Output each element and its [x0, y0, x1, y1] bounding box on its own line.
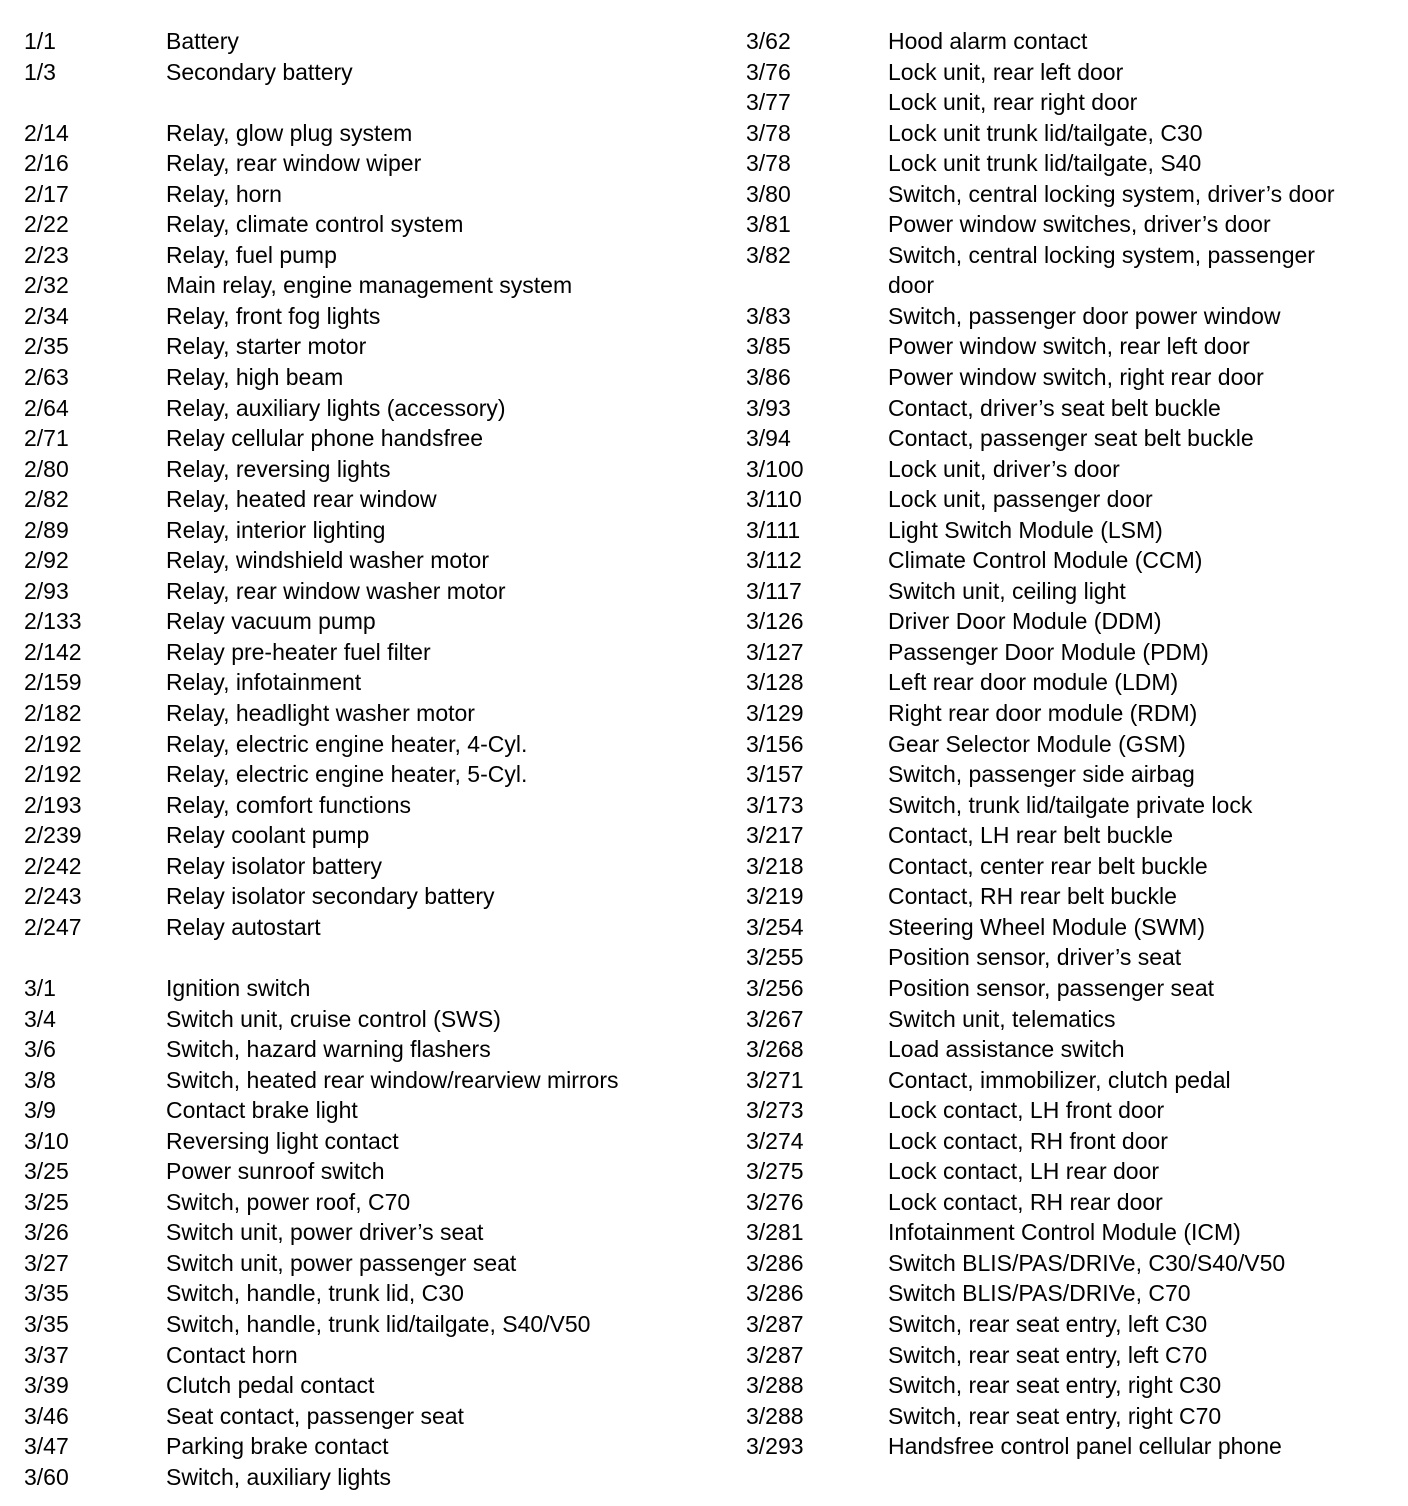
component-row — [746, 942, 1386, 973]
component-code: 3/126 — [746, 608, 804, 635]
component-code: 2/247 — [24, 913, 82, 940]
component-description: Gear Selector Module (GSM) — [888, 730, 1186, 757]
component-code: 3/288 — [746, 1372, 804, 1399]
component-description: Relay, rear window washer motor — [166, 577, 506, 604]
component-description: Contact, LH rear belt buckle — [888, 822, 1174, 849]
component-code: 3/94 — [746, 425, 791, 452]
component-description: Relay, fuel pump — [166, 241, 337, 268]
component-row — [24, 209, 724, 240]
component-row — [24, 301, 724, 332]
component-row — [24, 1065, 724, 1096]
component-description: Relay, electric engine heater, 4-Cyl. — [166, 730, 528, 757]
component-description: Seat contact, passenger seat — [166, 1402, 464, 1429]
component-row — [24, 545, 724, 576]
component-code: 3/93 — [746, 394, 791, 421]
component-description: Relay, rear window wiper — [166, 150, 422, 177]
component-row — [746, 26, 1386, 57]
component-row — [24, 1004, 724, 1035]
component-description: Relay, comfort functions — [166, 791, 412, 818]
component-description: Relay, front fog lights — [166, 302, 381, 329]
component-code: 2/242 — [24, 852, 82, 879]
component-row — [24, 1401, 724, 1432]
component-code: 2/142 — [24, 638, 82, 665]
component-description: Switch, rear seat entry, right C30 — [888, 1372, 1222, 1399]
component-description: Lock contact, LH rear door — [888, 1158, 1160, 1185]
component-code: 2/23 — [24, 241, 69, 268]
component-code: 2/63 — [24, 364, 69, 391]
component-row — [746, 331, 1386, 362]
component-description: Switch BLIS/PAS/DRIVe, C30/S40/V50 — [888, 1249, 1286, 1276]
component-code: 3/271 — [746, 1066, 804, 1093]
component-row — [24, 240, 724, 271]
component-row — [746, 240, 1386, 271]
component-description: Relay, glow plug system — [166, 119, 413, 146]
component-row — [746, 1187, 1386, 1218]
component-description: door — [888, 272, 935, 299]
component-code: 3/281 — [746, 1219, 804, 1246]
component-row — [24, 1370, 724, 1401]
component-row — [24, 851, 724, 882]
component-code: 2/35 — [24, 333, 69, 360]
component-code: 3/37 — [24, 1341, 69, 1368]
component-description: Lock unit trunk lid/tailgate, S40 — [888, 150, 1202, 177]
component-description: Hood alarm contact — [888, 28, 1088, 54]
component-row — [24, 1340, 724, 1371]
component-code: 3/256 — [746, 974, 804, 1001]
component-code: 2/64 — [24, 394, 69, 421]
component-row — [746, 118, 1386, 149]
component-code: 3/156 — [746, 730, 804, 757]
component-row — [24, 26, 724, 57]
component-code: 3/1 — [24, 974, 56, 1001]
component-description: Relay autostart — [166, 913, 321, 940]
component-description: Relay, heated rear window — [166, 486, 437, 513]
component-row — [746, 179, 1386, 210]
left-column — [24, 26, 724, 1492]
component-row — [24, 331, 724, 362]
component-row — [746, 881, 1386, 912]
component-row — [746, 1126, 1386, 1157]
component-row — [24, 637, 724, 668]
component-row — [746, 1248, 1386, 1279]
component-row — [746, 606, 1386, 637]
component-description: Position sensor, driver’s seat — [888, 944, 1182, 971]
component-description: Relay, reversing lights — [166, 455, 391, 482]
component-code: 2/22 — [24, 211, 69, 238]
component-description: Switch, rear seat entry, left C70 — [888, 1341, 1208, 1368]
component-row — [24, 454, 724, 485]
component-description: Main relay, engine management system — [166, 272, 573, 299]
component-description: Switch, hazard warning flashers — [166, 1036, 491, 1063]
component-row — [24, 667, 724, 698]
component-row — [746, 790, 1386, 821]
component-row — [746, 1401, 1386, 1432]
component-code: 3/268 — [746, 1036, 804, 1063]
component-description: Ignition switch — [166, 974, 311, 1001]
component-code: 2/92 — [24, 547, 69, 574]
component-row — [746, 1309, 1386, 1340]
component-row — [24, 912, 724, 943]
component-code: 3/173 — [746, 791, 804, 818]
component-row — [24, 362, 724, 393]
component-description: Passenger Door Module (PDM) — [888, 638, 1209, 665]
component-description: Right rear door module (RDM) — [888, 700, 1198, 727]
component-code: 2/16 — [24, 150, 69, 177]
component-code: 3/60 — [24, 1463, 69, 1490]
component-description: Lock unit, passenger door — [888, 486, 1153, 513]
component-description: Relay cellular phone handsfree — [166, 425, 484, 452]
component-description: Switch, heated rear window/rearview mirrors — [166, 1066, 619, 1093]
component-description: Contact, RH rear belt buckle — [888, 883, 1177, 910]
component-row — [746, 820, 1386, 851]
component-description: Power window switch, right rear door — [888, 364, 1264, 391]
component-code: 2/80 — [24, 455, 69, 482]
component-row — [24, 820, 724, 851]
component-row — [24, 118, 724, 149]
component-row — [746, 637, 1386, 668]
component-row — [746, 57, 1386, 88]
component-row — [746, 1217, 1386, 1248]
component-description: Lock unit, rear left door — [888, 58, 1124, 85]
component-description: Relay, interior lighting — [166, 516, 386, 543]
component-code: 3/286 — [746, 1280, 804, 1307]
component-code — [24, 87, 166, 118]
component-code: 3/78 — [746, 150, 791, 177]
component-code: 3/80 — [746, 180, 791, 207]
component-code: 3/62 — [746, 28, 791, 54]
component-description: Switch, central locking system, driver’s door — [888, 180, 1335, 207]
component-code: 3/46 — [24, 1402, 69, 1429]
component-description: Switch, passenger side airbag — [888, 761, 1195, 788]
component-description: Load assistance switch — [888, 1036, 1125, 1063]
component-code: 2/243 — [24, 883, 82, 910]
component-row — [746, 1065, 1386, 1096]
component-description: Switch, trunk lid/tailgate private lock — [888, 791, 1253, 818]
component-row — [24, 1126, 724, 1157]
component-row — [24, 1309, 724, 1340]
component-description: Relay isolator secondary battery — [166, 883, 495, 910]
component-description: Switch, central locking system, passenger — [888, 241, 1315, 268]
component-row — [746, 484, 1386, 515]
component-code: 3/157 — [746, 761, 804, 788]
component-code: 3/287 — [746, 1341, 804, 1368]
component-description: Contact brake light — [166, 1097, 358, 1124]
component-row — [746, 1278, 1386, 1309]
component-row — [746, 1095, 1386, 1126]
component-row — [24, 179, 724, 210]
component-row — [24, 790, 724, 821]
component-code — [746, 270, 888, 301]
component-code: 2/89 — [24, 516, 69, 543]
component-code: 3/77 — [746, 89, 791, 116]
component-code: 3/112 — [746, 547, 802, 574]
component-row — [24, 515, 724, 546]
component-row — [746, 1156, 1386, 1187]
component-description: Driver Door Module (DDM) — [888, 608, 1162, 635]
component-description: Lock unit, rear right door — [888, 89, 1138, 116]
component-description: Lock contact, RH front door — [888, 1127, 1168, 1154]
component-description: Lock contact, LH front door — [888, 1097, 1165, 1124]
component-row — [746, 912, 1386, 943]
component-row — [746, 759, 1386, 790]
component-row — [746, 667, 1386, 698]
component-row — [746, 698, 1386, 729]
component-code: 3/274 — [746, 1127, 804, 1154]
component-row — [24, 148, 724, 179]
component-description: Switch, handle, trunk lid, C30 — [166, 1280, 464, 1307]
component-code — [24, 942, 166, 973]
component-code: 3/254 — [746, 913, 804, 940]
component-description: Left rear door module (LDM) — [888, 669, 1179, 696]
component-code: 2/159 — [24, 669, 82, 696]
component-description: Relay pre-heater fuel filter — [166, 638, 431, 665]
component-code: 3/78 — [746, 119, 791, 146]
component-row — [746, 454, 1386, 485]
component-row — [24, 606, 724, 637]
component-code: 3/217 — [746, 822, 804, 849]
component-description: Lock contact, RH rear door — [888, 1188, 1163, 1215]
component-code: 3/83 — [746, 302, 791, 329]
component-row — [24, 423, 724, 454]
component-description: Switch, rear seat entry, right C70 — [888, 1402, 1222, 1429]
component-row — [746, 362, 1386, 393]
component-row — [746, 729, 1386, 760]
component-code: 2/182 — [24, 700, 82, 727]
component-code: 3/288 — [746, 1402, 804, 1429]
component-row — [24, 57, 724, 88]
component-row — [24, 881, 724, 912]
component-description: Handsfree control panel cellular phone — [888, 1433, 1282, 1460]
component-row — [24, 87, 724, 118]
component-row — [746, 1370, 1386, 1401]
component-code: 3/276 — [746, 1188, 804, 1215]
component-row — [24, 1248, 724, 1279]
component-description: Contact, center rear belt buckle — [888, 852, 1208, 879]
component-description: Power sunroof switch — [166, 1158, 385, 1185]
component-code: 3/129 — [746, 700, 804, 727]
component-row — [746, 1340, 1386, 1371]
component-row — [746, 1431, 1386, 1462]
component-description: Lock unit, driver’s door — [888, 455, 1120, 482]
component-code: 2/14 — [24, 119, 69, 146]
component-description: Relay, auxiliary lights (accessory) — [166, 394, 506, 421]
component-description: Switch unit, cruise control (SWS) — [166, 1005, 501, 1032]
component-description: Power window switches, driver’s door — [888, 211, 1271, 238]
component-description: Relay, windshield washer motor — [166, 547, 489, 574]
component-description: Relay, headlight washer motor — [166, 700, 475, 727]
component-code: 3/100 — [746, 455, 804, 482]
component-description: Contact, immobilizer, clutch pedal — [888, 1066, 1231, 1093]
component-description: Reversing light contact — [166, 1127, 399, 1154]
component-code: 3/286 — [746, 1249, 804, 1276]
component-row — [24, 393, 724, 424]
component-row — [746, 148, 1386, 179]
component-code: 3/86 — [746, 364, 791, 391]
component-code: 3/39 — [24, 1372, 69, 1399]
component-description: Lock unit trunk lid/tailgate, C30 — [888, 119, 1203, 146]
component-description: Steering Wheel Module (SWM) — [888, 913, 1205, 940]
component-row — [746, 270, 1386, 301]
component-row — [746, 545, 1386, 576]
component-row — [746, 515, 1386, 546]
component-code: 3/81 — [746, 211, 791, 238]
component-code: 2/192 — [24, 730, 82, 757]
component-row — [24, 1217, 724, 1248]
component-code: 3/293 — [746, 1433, 804, 1460]
component-description: Relay coolant pump — [166, 822, 370, 849]
component-description: Relay vacuum pump — [166, 608, 376, 635]
component-code: 3/110 — [746, 486, 802, 513]
component-code: 3/255 — [746, 944, 804, 971]
component-code: 3/25 — [24, 1158, 69, 1185]
component-code: 2/82 — [24, 486, 69, 513]
component-description: Relay isolator battery — [166, 852, 383, 879]
component-description: Switch, auxiliary lights — [166, 1463, 391, 1490]
component-code: 1/3 — [24, 58, 56, 85]
right-column — [746, 26, 1386, 1462]
component-description: Parking brake contact — [166, 1433, 389, 1460]
component-code: 3/273 — [746, 1097, 804, 1124]
component-description: Relay, high beam — [166, 364, 344, 391]
component-description: Switch BLIS/PAS/DRIVe, C70 — [888, 1280, 1191, 1307]
component-row — [24, 1462, 724, 1493]
component-code: 3/8 — [24, 1066, 56, 1093]
component-code: 2/17 — [24, 180, 69, 207]
component-description: Switch, power roof, C70 — [166, 1188, 411, 1215]
component-code: 3/267 — [746, 1005, 804, 1032]
component-row — [24, 1095, 724, 1126]
component-description: Light Switch Module (LSM) — [888, 516, 1163, 543]
component-code: 3/117 — [746, 577, 802, 604]
component-code: 2/34 — [24, 302, 69, 329]
component-description: Contact, passenger seat belt buckle — [888, 425, 1254, 452]
component-row — [746, 1034, 1386, 1065]
component-code: 3/128 — [746, 669, 804, 696]
component-code: 3/27 — [24, 1249, 69, 1276]
component-row — [746, 1004, 1386, 1035]
component-row — [746, 576, 1386, 607]
component-description: Clutch pedal contact — [166, 1372, 375, 1399]
component-description: Switch, rear seat entry, left C30 — [888, 1310, 1208, 1337]
component-code: 3/4 — [24, 1005, 56, 1032]
component-description: Relay, starter motor — [166, 333, 367, 360]
component-description — [166, 87, 724, 118]
component-description: Power window switch, rear left door — [888, 333, 1250, 360]
component-code: 3/76 — [746, 58, 791, 85]
component-code: 3/35 — [24, 1280, 69, 1307]
component-row — [24, 1431, 724, 1462]
component-code: 2/32 — [24, 272, 69, 299]
component-code: 3/275 — [746, 1158, 804, 1185]
component-code: 3/10 — [24, 1127, 69, 1154]
component-code: 2/133 — [24, 608, 82, 635]
component-row — [24, 973, 724, 1004]
component-code: 1/1 — [24, 28, 56, 54]
component-code: 3/287 — [746, 1310, 804, 1337]
component-row — [24, 576, 724, 607]
component-code: 2/93 — [24, 577, 69, 604]
component-row — [24, 942, 724, 973]
component-row — [746, 87, 1386, 118]
component-code: 3/47 — [24, 1433, 69, 1460]
component-row — [24, 1278, 724, 1309]
component-code: 3/218 — [746, 852, 804, 879]
component-description: Switch unit, ceiling light — [888, 577, 1126, 604]
component-description: Contact horn — [166, 1341, 298, 1368]
component-code: 2/193 — [24, 791, 82, 818]
component-code: 3/9 — [24, 1097, 56, 1124]
component-description — [166, 942, 724, 973]
component-code: 3/127 — [746, 638, 804, 665]
component-row — [746, 851, 1386, 882]
component-code: 3/6 — [24, 1036, 56, 1063]
component-row — [24, 1156, 724, 1187]
component-code: 3/219 — [746, 883, 804, 910]
component-code: 3/82 — [746, 241, 791, 268]
component-row — [746, 209, 1386, 240]
component-description: Switch unit, power driver’s seat — [166, 1219, 484, 1246]
component-code: 3/35 — [24, 1310, 69, 1337]
component-row — [746, 393, 1386, 424]
component-row — [746, 973, 1386, 1004]
component-code: 3/25 — [24, 1188, 69, 1215]
component-description: Infotainment Control Module (ICM) — [888, 1219, 1241, 1246]
component-code: 2/239 — [24, 822, 82, 849]
component-row — [24, 698, 724, 729]
component-code: 2/71 — [24, 425, 69, 452]
component-row — [24, 1187, 724, 1218]
component-row — [24, 729, 724, 760]
component-description: Relay, horn — [166, 180, 282, 207]
component-description: Battery — [166, 28, 239, 54]
component-row — [24, 759, 724, 790]
component-description: Contact, driver’s seat belt buckle — [888, 394, 1221, 421]
component-description: Relay, infotainment — [166, 669, 362, 696]
component-description: Switch unit, telematics — [888, 1005, 1116, 1032]
component-row — [24, 1034, 724, 1065]
component-row — [746, 423, 1386, 454]
component-row — [24, 484, 724, 515]
component-row — [24, 270, 724, 301]
component-code: 3/111 — [746, 516, 801, 543]
component-row — [746, 301, 1386, 332]
component-description: Secondary battery — [166, 58, 353, 85]
component-description: Climate Control Module (CCM) — [888, 547, 1203, 574]
component-description: Switch unit, power passenger seat — [166, 1249, 517, 1276]
component-code: 3/26 — [24, 1219, 69, 1246]
component-description: Switch, passenger door power window — [888, 302, 1281, 329]
component-code: 3/85 — [746, 333, 791, 360]
component-description: Switch, handle, trunk lid/tailgate, S40/V50 — [166, 1310, 591, 1337]
component-description: Relay, electric engine heater, 5-Cyl. — [166, 761, 528, 788]
component-description: Position sensor, passenger seat — [888, 974, 1215, 1001]
component-description: Relay, climate control system — [166, 211, 464, 238]
component-code: 2/192 — [24, 761, 82, 788]
